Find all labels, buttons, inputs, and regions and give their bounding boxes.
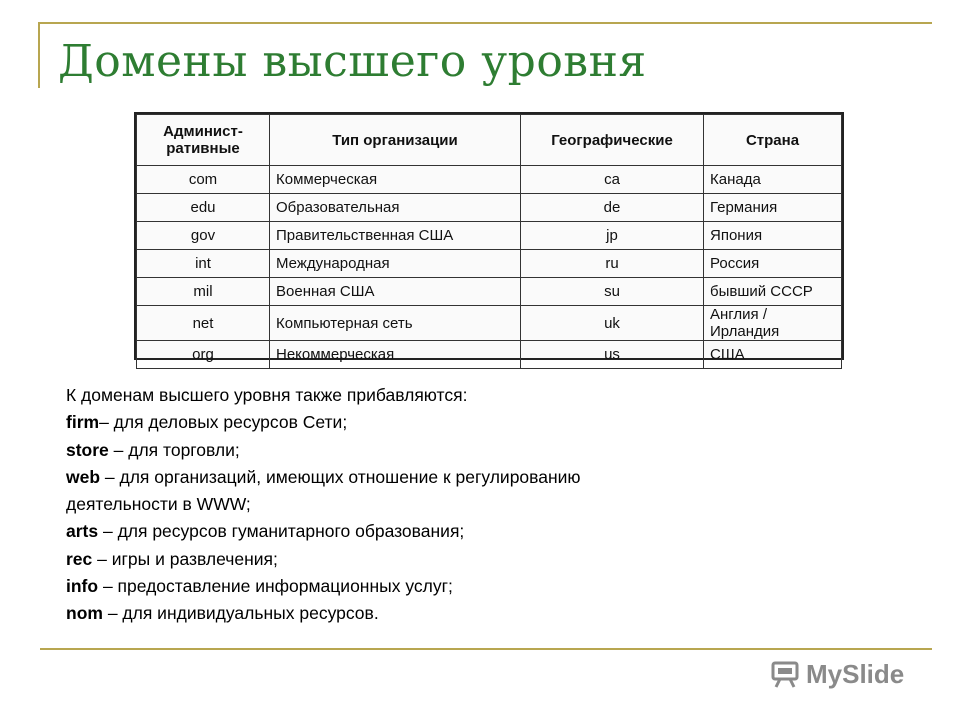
- watermark-logo: [770, 656, 904, 692]
- description-item: [66, 600, 906, 627]
- domains-table: [136, 114, 842, 369]
- header-country: Страна: [704, 115, 842, 166]
- table-row: [137, 341, 842, 369]
- cell-geo: ru: [521, 250, 704, 278]
- description-item: [66, 464, 906, 491]
- table-row: [137, 250, 842, 278]
- description-item-text: деятельности в WWW;: [66, 494, 251, 515]
- cell-geo: jp: [521, 222, 704, 250]
- header-admin: Админист-ративные: [137, 115, 270, 166]
- cell-admin: mil: [137, 278, 270, 306]
- cell-org-type: Коммерческая: [270, 166, 521, 194]
- cell-geo: ca: [521, 166, 704, 194]
- table-row: [137, 222, 842, 250]
- description-term: rec: [66, 548, 93, 569]
- description-item-text: – предоставление информационных услуг;: [98, 576, 453, 597]
- description-item-text: – для деловых ресурсов Сети;: [99, 412, 348, 433]
- cell-org-type: Правительственная США: [270, 222, 521, 250]
- description-item-text: – игры и развлечения;: [92, 548, 278, 569]
- frame-line-bottom: [40, 648, 932, 650]
- cell-country: Англия /Ирландия: [704, 306, 842, 341]
- table-row: [137, 194, 842, 222]
- frame-line-left: [38, 22, 40, 88]
- description-item-text: – для индивидуальных ресурсов.: [102, 603, 379, 624]
- header-org-type: Тип организации: [270, 115, 521, 166]
- cell-admin: org: [137, 341, 270, 369]
- description-item: [66, 518, 906, 545]
- description-item: [66, 437, 906, 464]
- cell-admin: edu: [137, 194, 270, 222]
- description-term: firm: [66, 412, 100, 433]
- table-header-row: [137, 115, 842, 166]
- description-intro: К доменам высшего уровня также прибавляются:: [66, 385, 468, 405]
- cell-org-type: Образовательная: [270, 194, 521, 222]
- table-row: [137, 278, 842, 306]
- presentation-board-icon: [770, 659, 800, 689]
- cell-admin: net: [137, 306, 270, 341]
- description-item-text: – для организаций, имеющих отношение к регулированию: [100, 466, 581, 487]
- description-item-text: – для ресурсов гуманитарного образования;: [98, 521, 465, 542]
- description-text: [66, 382, 906, 628]
- description-item: [66, 546, 906, 573]
- cell-geo: su: [521, 278, 704, 306]
- cell-country: Германия: [704, 194, 842, 222]
- watermark-text: MySlide: [806, 658, 905, 689]
- cell-geo: de: [521, 194, 704, 222]
- table-row: [137, 306, 842, 341]
- cell-org-type: Международная: [270, 250, 521, 278]
- cell-geo: us: [521, 341, 704, 369]
- cell-country: Канада: [704, 166, 842, 194]
- description-term: info: [66, 576, 99, 597]
- cell-admin: int: [137, 250, 270, 278]
- description-item: [66, 573, 906, 600]
- description-item: [66, 491, 906, 518]
- table-row: [137, 166, 842, 194]
- domains-table-image: [134, 112, 844, 363]
- cell-org-type: Некоммерческая: [270, 341, 521, 369]
- description-term: store: [66, 439, 109, 460]
- cell-country: США: [704, 341, 842, 369]
- cell-admin: com: [137, 166, 270, 194]
- description-item-text: – для торговли;: [108, 439, 240, 460]
- frame-line-top: [40, 22, 932, 24]
- cell-country: бывший СССР: [704, 278, 842, 306]
- cell-admin: gov: [137, 222, 270, 250]
- description-item: [66, 409, 906, 436]
- cell-country: Япония: [704, 222, 842, 250]
- cell-geo: uk: [521, 306, 704, 341]
- cell-country: Россия: [704, 250, 842, 278]
- description-term: arts: [66, 521, 99, 542]
- cell-org-type: Компьютерная сеть: [270, 306, 521, 341]
- description-term: nom: [66, 603, 103, 624]
- description-term: web: [66, 466, 101, 487]
- slide-title: Домены высшего уровня: [58, 36, 647, 87]
- cell-org-type: Военная США: [270, 278, 521, 306]
- header-geo: Географические: [521, 115, 704, 166]
